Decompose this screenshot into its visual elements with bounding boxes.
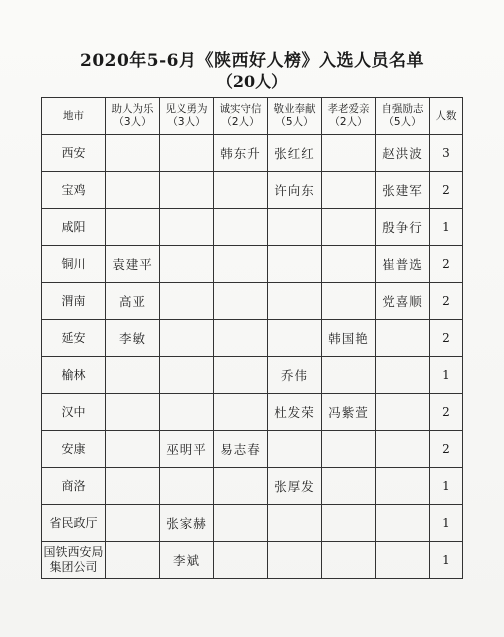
honoree-cell <box>322 172 376 209</box>
roster-table <box>41 97 463 579</box>
header-category-count: （3人） <box>113 116 152 128</box>
header-region: 地市 <box>42 98 106 135</box>
honoree-cell: 崔普选 <box>376 246 430 283</box>
header-category-count: （5人） <box>275 116 314 128</box>
header-category-count: （2人） <box>329 116 368 128</box>
honoree-cell <box>106 394 160 431</box>
header-category <box>376 98 430 135</box>
honoree-cell <box>160 357 214 394</box>
table-row <box>42 283 463 320</box>
header-category <box>322 98 376 135</box>
honoree-cell <box>160 135 214 172</box>
count-cell: 2 <box>430 283 463 320</box>
roster-body <box>42 135 463 579</box>
honoree-cell: 赵洪波 <box>376 135 430 172</box>
honoree-cell <box>214 394 268 431</box>
header-category-name: 自强励志 <box>381 103 424 115</box>
honoree-cell: 李敏 <box>106 320 160 357</box>
count-cell: 2 <box>430 394 463 431</box>
table-row <box>42 246 463 283</box>
honoree-cell <box>214 246 268 283</box>
honoree-cell <box>160 209 214 246</box>
honoree-cell: 韩国艳 <box>322 320 376 357</box>
honoree-cell <box>376 468 430 505</box>
header-category-name: 助人为乐 <box>111 103 154 115</box>
count-cell: 3 <box>430 135 463 172</box>
header-category-count: （3人） <box>167 116 206 128</box>
count-cell: 2 <box>430 431 463 468</box>
honoree-cell <box>214 468 268 505</box>
document-subtitle: （20人） <box>216 72 288 91</box>
header-row <box>42 98 463 135</box>
honoree-cell <box>106 135 160 172</box>
honoree-cell <box>214 320 268 357</box>
honoree-cell <box>160 283 214 320</box>
region-name-line: 国铁西安局 <box>43 545 104 559</box>
honoree-cell <box>376 320 430 357</box>
header-category-name: 敬业奉献 <box>273 103 316 115</box>
honoree-cell: 巫明平 <box>160 431 214 468</box>
honoree-cell: 张厚发 <box>268 468 322 505</box>
honoree-cell <box>160 246 214 283</box>
honoree-cell <box>106 209 160 246</box>
honoree-cell: 韩东升 <box>214 135 268 172</box>
count-cell: 2 <box>430 246 463 283</box>
honoree-cell <box>214 172 268 209</box>
honoree-cell <box>268 431 322 468</box>
region-cell: 西安 <box>42 135 106 172</box>
count-cell: 2 <box>430 320 463 357</box>
honoree-cell <box>106 468 160 505</box>
table-row <box>42 320 463 357</box>
region-cell: 省民政厅 <box>42 505 106 542</box>
honoree-cell <box>214 357 268 394</box>
table-row <box>42 468 463 505</box>
honoree-cell: 党喜顺 <box>376 283 430 320</box>
honoree-cell: 杜发荣 <box>268 394 322 431</box>
table-row <box>42 394 463 431</box>
honoree-cell <box>214 542 268 579</box>
header-category <box>214 98 268 135</box>
honoree-cell <box>160 172 214 209</box>
honoree-cell <box>376 394 430 431</box>
honoree-cell <box>268 542 322 579</box>
table-row <box>42 505 463 542</box>
honoree-cell: 高亚 <box>106 283 160 320</box>
header-category-name: 见义勇为 <box>165 103 208 115</box>
honoree-cell <box>214 283 268 320</box>
document-title: 2020年5-6月《陕西好人榜》入选人员名单 <box>79 51 425 71</box>
honoree-cell <box>322 468 376 505</box>
honoree-cell <box>106 505 160 542</box>
honoree-cell <box>322 283 376 320</box>
region-cell: 安康 <box>42 431 106 468</box>
count-cell: 1 <box>430 542 463 579</box>
honoree-cell <box>268 320 322 357</box>
region-cell <box>42 542 106 579</box>
honoree-cell <box>268 505 322 542</box>
honoree-cell <box>322 209 376 246</box>
honoree-cell <box>322 542 376 579</box>
region-cell: 铜川 <box>42 246 106 283</box>
honoree-cell: 袁建平 <box>106 246 160 283</box>
honoree-cell <box>322 431 376 468</box>
header-category <box>160 98 214 135</box>
count-cell: 1 <box>430 357 463 394</box>
honoree-cell <box>268 283 322 320</box>
honoree-cell <box>106 431 160 468</box>
honoree-cell <box>322 505 376 542</box>
table-row <box>42 209 463 246</box>
header-category-name: 孝老爱亲 <box>327 103 370 115</box>
honoree-cell <box>322 246 376 283</box>
table-row <box>42 431 463 468</box>
honoree-cell <box>160 394 214 431</box>
honoree-cell <box>106 542 160 579</box>
honoree-cell: 乔伟 <box>268 357 322 394</box>
region-cell: 榆林 <box>42 357 106 394</box>
honoree-cell <box>106 357 160 394</box>
honoree-cell <box>376 505 430 542</box>
region-name-line: 集团公司 <box>49 560 98 574</box>
honoree-cell <box>214 505 268 542</box>
table-row <box>42 172 463 209</box>
count-cell: 1 <box>430 209 463 246</box>
honoree-cell: 殷争行 <box>376 209 430 246</box>
header-category-name: 诚实守信 <box>219 103 262 115</box>
honoree-cell <box>322 357 376 394</box>
honoree-cell: 冯紫萱 <box>322 394 376 431</box>
honoree-cell <box>376 357 430 394</box>
region-cell: 汉中 <box>42 394 106 431</box>
honoree-cell <box>322 135 376 172</box>
honoree-cell: 易志春 <box>214 431 268 468</box>
header-category-count: （5人） <box>383 116 422 128</box>
region-cell: 渭南 <box>42 283 106 320</box>
honoree-cell <box>376 431 430 468</box>
honoree-cell: 张红红 <box>268 135 322 172</box>
honoree-cell <box>106 172 160 209</box>
table-row <box>42 135 463 172</box>
count-cell: 1 <box>430 468 463 505</box>
count-cell: 1 <box>430 505 463 542</box>
table-row <box>42 357 463 394</box>
header-category <box>268 98 322 135</box>
header-category <box>106 98 160 135</box>
honoree-cell <box>160 468 214 505</box>
honoree-cell <box>268 246 322 283</box>
region-cell: 延安 <box>42 320 106 357</box>
honoree-cell: 李斌 <box>160 542 214 579</box>
honoree-cell <box>268 209 322 246</box>
header-category-count: （2人） <box>221 116 260 128</box>
honoree-cell <box>214 209 268 246</box>
honoree-cell <box>160 320 214 357</box>
region-cell: 商洛 <box>42 468 106 505</box>
honoree-cell: 张家赫 <box>160 505 214 542</box>
region-cell: 咸阳 <box>42 209 106 246</box>
honoree-cell: 许向东 <box>268 172 322 209</box>
honoree-cell: 张建军 <box>376 172 430 209</box>
count-cell: 2 <box>430 172 463 209</box>
region-cell: 宝鸡 <box>42 172 106 209</box>
table-row <box>42 542 463 579</box>
honoree-cell <box>376 542 430 579</box>
header-total: 人数 <box>430 98 463 135</box>
